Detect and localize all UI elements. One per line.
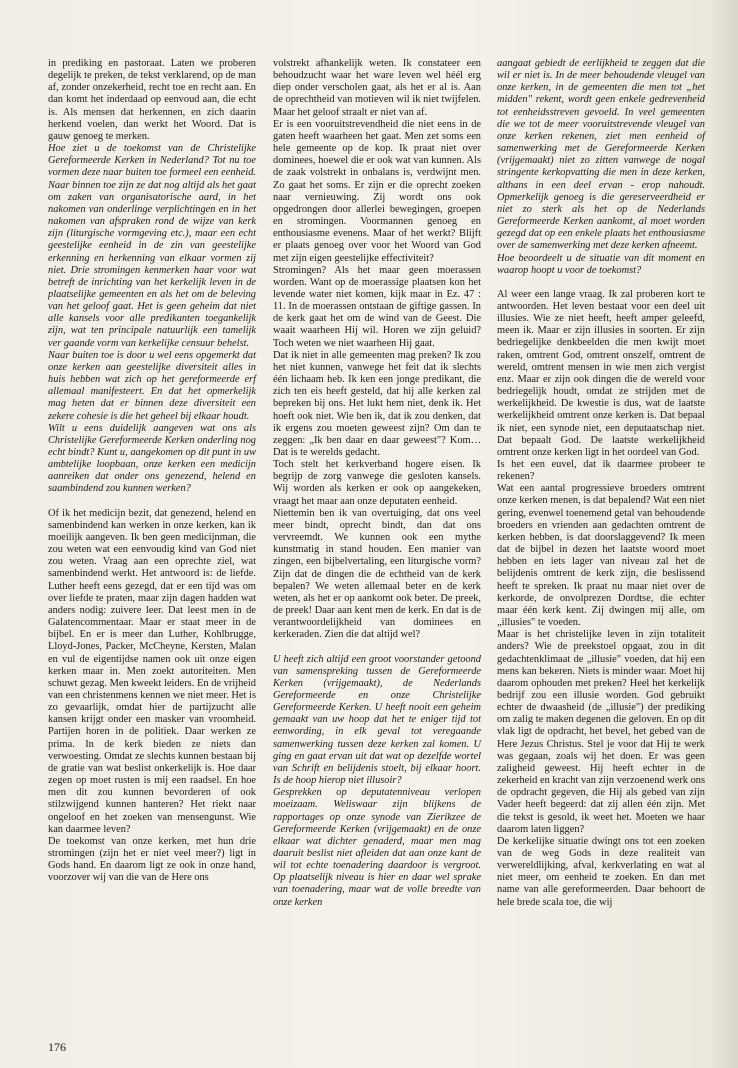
answer-paragraph: Er is een vooruitstrevendheid die niet eens in de gaten heeft waarheen het gaat. Men zet soms een hele gemeente op de kop. Ik praat niet over dominees, hoewel die er ook wat van kunnen. Als de zaak volstrekt in onbalans is, verdwijnt men. Zo gaat het soms. Er zijn er die oprecht zoeken naar vernieuwing. Zij wordt ons ook opgedrongen door allerlei bewegingen, groepen en stromingen. Voormannen genoeg en enthousiasme evenens. Maar of het werkt? Blijft er plaats genoeg over voor het Woord van God met zijn eigen geestelijke effectiviteit? (273, 118, 481, 264)
answer-paragraph: Stromingen? Als het maar geen moerassen worden. Want op de moerassige plaatsen kon het levende water niet komen, kijk maar in Ez. 47 : 11. In de moerassen ontstaan de giftige gassen. In de kerk gaat het om de wind van de Geest. Die waait waarheen Hij wil. Horen we zijn geluid? Toch weten we niet waarheen Hij gaat. (273, 264, 481, 349)
answer-paragraph: Is het een euvel, dat ik daarmee probeer te rekenen? (497, 459, 705, 483)
answer-paragraph: De toekomst van onze kerken, met hun drie stromingen (zijn het er niet veel meer?) ligt in Gods hand. En daarom ligt ze ook in onze hand, voorzover wij van die van de Here ons (48, 835, 256, 884)
answer-paragraph: Wat een aantal progressieve broeders omtrent onze kerken menen, is dat bepalend? Wat een niet gering, evenwel toenemend getal van behoudende broeders en vrienden aan gedachten omtrent de kerken hebben, is dat doorslaggevend? Ik meen dat de bijbel in dezen het laatste woord moet hebben en iets lager van niveau zal het de belijdenis omtrent de kerk zijn, die beslissend heeft te spreken. Ik praat nu maar niet over de kerkorde, de onvolprezen Dordtse, die echter maar één kerk kent. Zij dwingen mij alle, om „illusies" te voeden. (497, 483, 705, 629)
answer-paragraph: volstrekt afhankelijk weten. Ik constateer een behoudzucht waar het ware leven wel héél erg diep onder verscholen gaat, als het er al is. Aan de oprechtheid van motieven wil ik niet twijfelen. Maar het geloof straalt er niet van af. (273, 58, 481, 118)
column-right (497, 58, 705, 909)
question-paragraph: Gesprekken op deputatenniveau verlopen moeizaam. Weliswaar zijn blijkens de rapportages op onze synode van Zierikzee de Gereformeerde Kerken (vrijgemaakt) en de onze elkaar wat dichter genaderd, maar men mag daaruit beslist niet afleiden dat aan onze kant de wil tot echte toenadering daardoor is vergroot. Op plaatselijk niveau is hier en daar wel sprake van toenadering, maar wat de volle breedte van onze kerken (273, 787, 481, 908)
column-middle (273, 58, 481, 909)
question-paragraph: Naar buiten toe is door u wel eens opgemerkt dat onze kerken aan geestelijke diversiteit alles in huis hebben wat zich op het gereformeerde erf allemaal manifesteert. En dat het opmerkelijk mag heten dat er binnen deze diversiteit een zekere cohesie is die het geheel bij elkaar houdt. (48, 349, 256, 422)
answer-paragraph: in prediking en pastoraat. Laten we proberen degelijk te preken, de tekst verklarend, op de man af, zonder onzekerheid, recht toe en recht aan. En dan komt het inderdaad op eenvoud aan, die echt is. Als mensen dat herkennen, en zich daarin herkend voelen, dan werkt het Woord. Dat is gauw genoeg te merken. (48, 58, 256, 142)
question-paragraph: Hoe beoordeelt u de situatie van dit moment en waarop hoopt u voor de toekomst? (497, 252, 705, 276)
question-paragraph: U heeft zich altijd een groot voorstander getoond van samenspreking tussen de Gereformeerde Kerken (vrijgemaakt), de Nederlands Gereformeerde en onze Christelijke Gereformeerde Kerken. U heeft nooit een geheim gemaakt van uw hoop dat het te eniger tijd tot eenwording, in elk geval tot veregaande samenwerking tussen deze kerken zal komen. U ging en gaat ervan uit dat wat op dezelfde wortel van Schrift en belijdenis stoelt, bij elkaar hoort. Is de hoop hierop niet illusoir? (273, 653, 481, 787)
answer-paragraph: Toch stelt het kerkverband hogere eisen. Ik begrijp de zorg vanwege die gesloten kansels. Wij worden als kerken er ook op aangekeken, vraagt het maar aan onze deputaten eenheid. (273, 459, 481, 507)
page-number: 176 (48, 1040, 66, 1054)
answer-paragraph: Niettemin ben ik van overtuiging, dat ons veel meer bindt, oprecht bindt, dan dat ons vervreemdt. We kunnen ook een mythe kunstmatig in stand houden. Een manier van zingen, een bijbelvertaling, een liturgische vorm? Zijn dat de dingen die de echtheid van de kerk bepalen? We weten allemaal beter en de kerk weten, als het er op aankomt ook beter. De preek, de preek! Daar aan kent men de kerk. En dat is de verantwoordelijkheid van dominees en kerkeraden. Zien die dat altijd wel? (273, 507, 481, 641)
answer-paragraph: Of ik het medicijn bezit, dat genezend, helend en samenbindend kan werken in onze kerken, kan ik moeilijk aangeven. Ik ben geen medicijnman, die zou weten wat een eenvoudig kind van God niet zou weten. Vraag aan een oprechte ziel, wat samenbindend werkt. Het antwoord is: de liefde. Luther heeft eens gezegd, dat er een tijd was om over liefde te praten, maar zijn dagen hadden wat anders nodig: zuivere leer. Dat leest men in de Galatencommentaar. Maar er staat meer in de bijbel. En er is meer dan Luther, Kohlbrugge, Lloyd-Jones, Packer, McCheyne, Kersten, Malan en vul de eigentijdse namen ook uit onze eigen kerken maar in. Men zoekt autoriteiten. Men schuwt gezag. Men kweekt leiders. En de vrijheid van een christenmens kennen we niet meer. Het is zo gevaarlijk, omdat hier de partijzucht alle kansen krijgt onder een masker van vroomheid. Partijen horen in de politiek. Daar werken ze prima. In de kerk bieden ze niets dan verwoesting. Omdat ze slechts kunnen bestaan bij de gratie van wat beslist onkerkelijk is. Hoe daar zegen op moet rusten is mij een raadsel. En hoe men dit zou kunnen bevorderen of ook stilzwijgend kunnen hanteren? Het riekt naar ongeloof en het zoeken van mensengunst. Wie kan daarmee leven? (48, 507, 256, 835)
column-left (48, 58, 256, 884)
answer-paragraph: De kerkelijke situatie dwingt ons tot een zoeken van de weg Gods in deze realiteit van verwereldlijking, afval, kerkverlating en wat al niet meer, om eenheid te zoeken. En dan met name van alle gereformeerden. Daar behoort de hele brede scala toe, die wij (497, 835, 705, 908)
question-paragraph: aangaat gebiedt de eerlijkheid te zeggen dat die wil er niet is. In de meer behoudende vleugel van onze kerken, in de gemeenten die men tot „het midden" rekent, wordt geen enkele gedrevenheid tot eenheidsstreven gevoeld. In veel gemeenten die we tot de meer vooruitstrevende vleugel van onze kerken rekenen, ziet men eenheid of samenwerking met de Gereformeerde Kerken (vrijgemaakt) niet zo zitten vanwege de nogal stringente kerkopvatting die men in deze kerken, althans in een deel ervan - erop nahoudt. Opmerkelijk genoeg is die gereserveerdheid er niet zo sterk als het op de Nederlands Gereformeerde Kerken aankomt, al moet worden gezegd dat op een enkele plaats het enthousiasme over de samenwerking met deze kerken afneemt. (497, 58, 705, 252)
answer-paragraph: Al weer een lange vraag. Ik zal proberen kort te antwoorden. Het leven bestaat voor een deel uit illusies. Wie ze niet heeft, heeft amper geleefd, meen ik. Maar er zijn illusies in soorten. Er zijn bedriegelijke denkbeelden die men kwijt moet raken, omtrent God, omtrent onszelf, omtrent de wereld, omtrent mensen in wie men zich vergist enz. Maar er zijn ook dingen die de wereld voor bedriegelijk houdt, omdat ze strijden met de werkelijkheid. De kwestie is dus, wat de laatste werkelijkheid omtrent onze kerken is. Dat bepaal ik niet, een synode niet, een deputaatschap niet. Dat bepaalt God. De laatste werkelijkheid omtrent onze kerken ligt in het oordeel van God. (497, 288, 705, 458)
answer-paragraph: Dat ik niet in alle gemeenten mag preken? Ik zou het niet kunnen, vanwege het feit dat ik slechts één lichaam heb. Ik ken een jonge predikant, die zich ten eis heeft gesteld, dat hij alle kerken zal bepreken bij ons. Het lukt hem niet, denk ik. Het hoeft ook niet. Wie ben ik, dat ik zou denken, dat ik ergens zou moeten geweest zijn? Om dan te zeggen: „Ik ben daar en daar geweest"? Kom… Dat is te werelds gedacht. (273, 349, 481, 458)
answer-paragraph: Maar is het christelijke leven in zijn totaliteit anders? Wie de preekstoel opgaat, zou in dit gedachtenklimaat de „illusie" voeden, dat hij een mens kan bekeren. Niets is minder waar. Moet hij daarom ophouden met preken? Heel het kerkelijk bedrijf zou een illusie worden. God gebruikt echter de dwaasheid (de „illusie") der prediking om zalig te maken degenen die geloven. En op dit vlak ligt de opdracht, het bevel, het gebed van de Here Jezus Christus. Stel je voor dat Hij te werk was gegaan, zoals wij het doen. Er was geen zaligheid geweest. Hij heeft echter in de zekerheid en kracht van zijn verzoenend werk ons de opdracht gegeven, die Hij als gebed van zijn Vader heeft begeerd: dat zij allen één zijn. Met die tekst is gesold, ik weet het. Moeten we haar daarom laten liggen? (497, 629, 706, 835)
question-paragraph: Wilt u eens duidelijk aangeven wat ons als Christelijke Gereformeerde Kerken onderling nog echt bindt? Kunt u, aangekomen op dit punt in uw ambtelijke loopbaan, onze kerken een medicijn aanreiken dat onder ons genezend, helend en saambindend zou kunnen werken? (48, 422, 256, 495)
question-paragraph: Hoe ziet u de toekomst van de Christelijke Gereformeerde Kerken in Nederland? Tot nu toe vormen deze naar buiten toe formeel een eenheid. Naar binnen toe zijn ze dat nog altijd als het gaat om zaken van organisatorische aard, in het nakomen van onderlinge verplichtingen en in het nakomen van afspraken rond de wijze van kerk zijn (liturgische vormgeving etc.), maar een echt geestelijke eenheid in de zin van geestelijke erkenning en herkenning van elkaar vormen zij niet. Drie stromingen kenmerken haar voor wat betreft de inrichting van het kerkelijk leven in de plaatselijke gemeenten en als het om de beleving van het geloof gaat. Het is geen geheim dat niet alle kansels voor alle predikanten toegankelijk zijn, wat ten principale natuurlijk een tamelijk ver gaande vorm van kerkelijke censuur behelst. (48, 143, 256, 349)
